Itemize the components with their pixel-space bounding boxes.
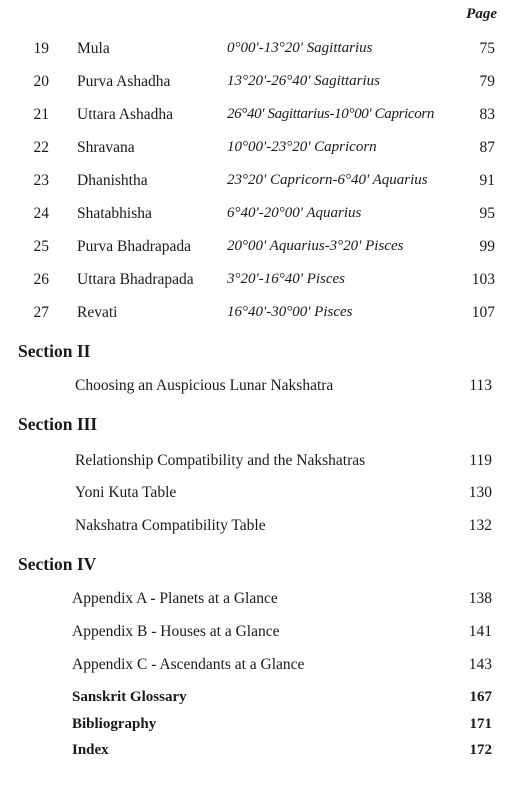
row-number: 24 bbox=[33, 205, 49, 222]
row-number: 25 bbox=[33, 238, 49, 255]
row-page: 83 bbox=[479, 106, 495, 123]
entry-page: 171 bbox=[469, 716, 492, 732]
toc-entry bbox=[0, 517, 517, 539]
page-column-label: Page bbox=[466, 6, 497, 22]
row-number: 20 bbox=[33, 73, 49, 90]
entry-page: 132 bbox=[468, 517, 492, 534]
toc-entry bbox=[0, 656, 517, 678]
section-heading-ii: Section II bbox=[18, 341, 91, 361]
row-page: 87 bbox=[479, 139, 495, 156]
toc-row-25 bbox=[0, 238, 517, 260]
entry-title: Bibliography bbox=[72, 716, 157, 732]
toc-entry bbox=[0, 623, 517, 645]
toc-row-24 bbox=[0, 205, 517, 227]
toc-entry bbox=[0, 484, 517, 506]
toc-row-26 bbox=[0, 271, 517, 293]
toc-entry bbox=[0, 377, 517, 399]
entry-page: 172 bbox=[469, 742, 492, 758]
row-range: 16°40'-30°00' Pisces bbox=[227, 304, 353, 320]
row-name: Shatabhisha bbox=[77, 205, 152, 222]
section-heading-iv: Section IV bbox=[18, 554, 97, 574]
entry-title: Appendix A - Planets at a Glance bbox=[72, 590, 278, 607]
section-heading-iii: Section III bbox=[18, 414, 98, 434]
entry-page: 130 bbox=[468, 484, 492, 501]
entry-page: 138 bbox=[468, 590, 492, 607]
row-name: Mula bbox=[77, 40, 110, 57]
toc-row-19 bbox=[0, 40, 517, 62]
row-number: 27 bbox=[33, 304, 49, 321]
row-number: 22 bbox=[33, 139, 49, 156]
row-name: Purva Bhadrapada bbox=[77, 238, 192, 255]
row-name: Revati bbox=[77, 304, 118, 321]
entry-title: Sanskrit Glossary bbox=[72, 689, 187, 705]
row-name: Uttara Ashadha bbox=[77, 106, 173, 123]
entry-title: Yoni Kuta Table bbox=[75, 484, 177, 501]
row-page: 107 bbox=[471, 304, 495, 321]
row-name: Purva Ashadha bbox=[77, 73, 171, 90]
entry-page: 113 bbox=[469, 377, 492, 394]
row-name: Uttara Bhadrapada bbox=[77, 271, 194, 288]
toc-entry bbox=[0, 689, 517, 711]
row-range: 3°20'-16°40' Pisces bbox=[227, 271, 345, 287]
entry-title: Choosing an Auspicious Lunar Nakshatra bbox=[75, 377, 334, 394]
toc-row-27 bbox=[0, 304, 517, 326]
row-range: 23°20' Capricorn-6°40' Aquarius bbox=[227, 172, 428, 188]
entry-page: 143 bbox=[468, 656, 492, 673]
row-name: Dhanishtha bbox=[77, 172, 148, 189]
toc-entry bbox=[0, 452, 517, 474]
entry-page: 141 bbox=[468, 623, 492, 640]
toc-row-23 bbox=[0, 172, 517, 194]
toc-entry bbox=[0, 590, 517, 612]
row-range: 0°00'-13°20' Sagittarius bbox=[227, 40, 373, 56]
row-range: 6°40'-20°00' Aquarius bbox=[227, 205, 362, 221]
toc-row-22 bbox=[0, 139, 517, 161]
row-number: 21 bbox=[33, 106, 49, 123]
row-range: 13°20'-26°40' Sagittarius bbox=[227, 73, 381, 89]
row-page: 91 bbox=[479, 172, 495, 189]
toc-entry bbox=[0, 742, 517, 764]
entry-title: Appendix B - Houses at a Glance bbox=[72, 623, 280, 640]
row-number: 26 bbox=[33, 271, 49, 288]
toc-row-20 bbox=[0, 73, 517, 95]
row-page: 103 bbox=[471, 271, 495, 288]
row-page: 75 bbox=[479, 40, 495, 57]
row-range: 20°00' Aquarius-3°20' Pisces bbox=[227, 238, 404, 254]
row-name: Shravana bbox=[77, 139, 135, 156]
entry-title: Appendix C - Ascendants at a Glance bbox=[72, 656, 305, 673]
entry-title: Nakshatra Compatibility Table bbox=[75, 517, 266, 534]
entry-page: 119 bbox=[469, 452, 492, 469]
row-range: 10°00'-23°20' Capricorn bbox=[227, 139, 377, 155]
toc-row-21 bbox=[0, 106, 517, 128]
row-number: 23 bbox=[33, 172, 49, 189]
row-page: 99 bbox=[479, 238, 495, 255]
row-range: 26°40' Sagittarius-10°00' Capricorn bbox=[227, 106, 435, 122]
entry-title: Index bbox=[72, 742, 109, 758]
toc-entry bbox=[0, 716, 517, 738]
entry-page: 167 bbox=[469, 689, 492, 705]
row-number: 19 bbox=[33, 40, 49, 57]
row-page: 95 bbox=[479, 205, 495, 222]
row-page: 79 bbox=[479, 73, 495, 90]
entry-title: Relationship Compatibility and the Nakshatras bbox=[75, 452, 366, 469]
